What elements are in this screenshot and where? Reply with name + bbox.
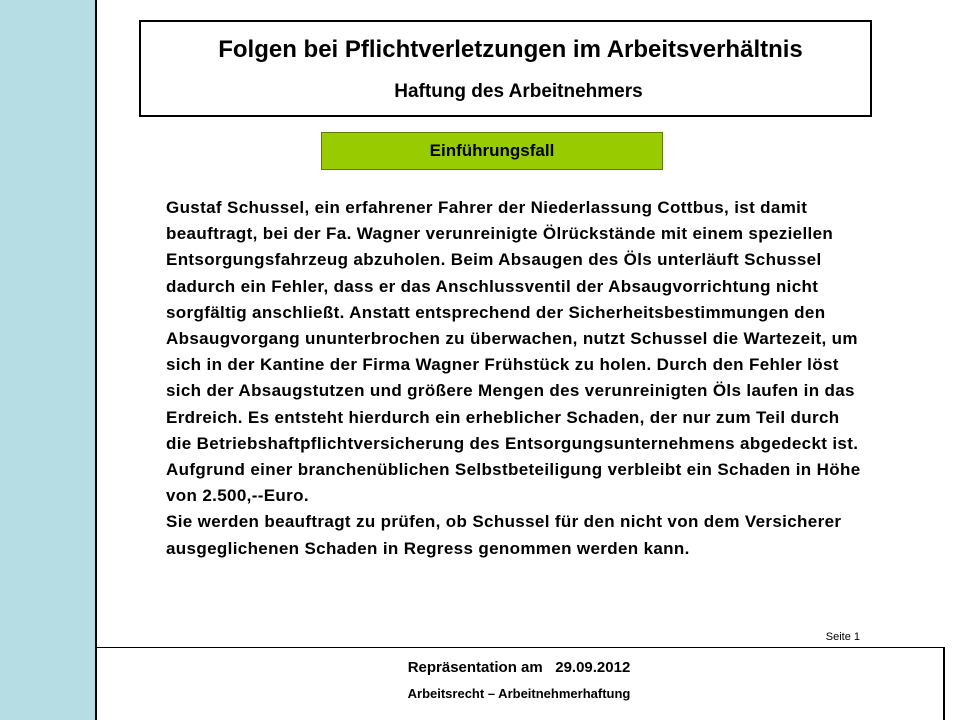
case-paragraph-2: Sie werden beauftragt zu prüfen, ob Schussel für den nicht von dem Versicherer ausgeglichenen Schaden in Regress genommen werden kann. [166,512,842,558]
footer-topic: Arbeitsrecht – Arbeitnehmerhaftung [407,686,631,701]
slide-subtitle: Haftung des Arbeitnehmers [394,81,643,102]
left-sidebar-band [0,0,97,720]
page-number: Seite 1 [825,631,860,643]
case-description [166,195,866,562]
footer-presentation-date: Repräsentation am 29.09.2012 [407,659,631,676]
title-box [139,20,872,117]
intro-case-badge: Einführungsfall [321,132,663,170]
case-paragraph-1: Gustaf Schussel, ein erfahrener Fahrer der Niederlassung Cottbus, ist damit beauftragt, bei der Fa. Wagner verunreinigte Ölrückstände mit einem speziellen Entsorgungsfahrzeug abzuholen. Beim Absaugen des Öls unterläuft Schussel dadurch ein Fehler, dass er das Anschlussventil der Absaugvorrichtung nicht sorgfältig anschließt. Anstatt entsprechend der Sicherheitsbestimmungen den Absaugvorgang ununterbrochen zu überwachen, nutzt Schussel die Wartezeit, um sich in der Kantine der Firma Wagner Frühstück zu holen. Durch den Fehler löst sich der Absaugstutzen und größere Mengen des verunreinigten Öls laufen in das Erdreich. Es entsteht hierdurch ein erheblicher Schaden, der nur zum Teil durch die Betriebshaftpflichtversicherung des Entsorgungsunternehmens abgedeckt ist. Aufgrund einer branchenüblichen Selbstbeteiligung verbleibt ein Schaden in Höhe von 2.500,--Euro. [166,198,861,506]
slide-title: Folgen bei Pflichtverletzungen im Arbeitsverhältnis [218,36,803,63]
footer [95,647,945,720]
